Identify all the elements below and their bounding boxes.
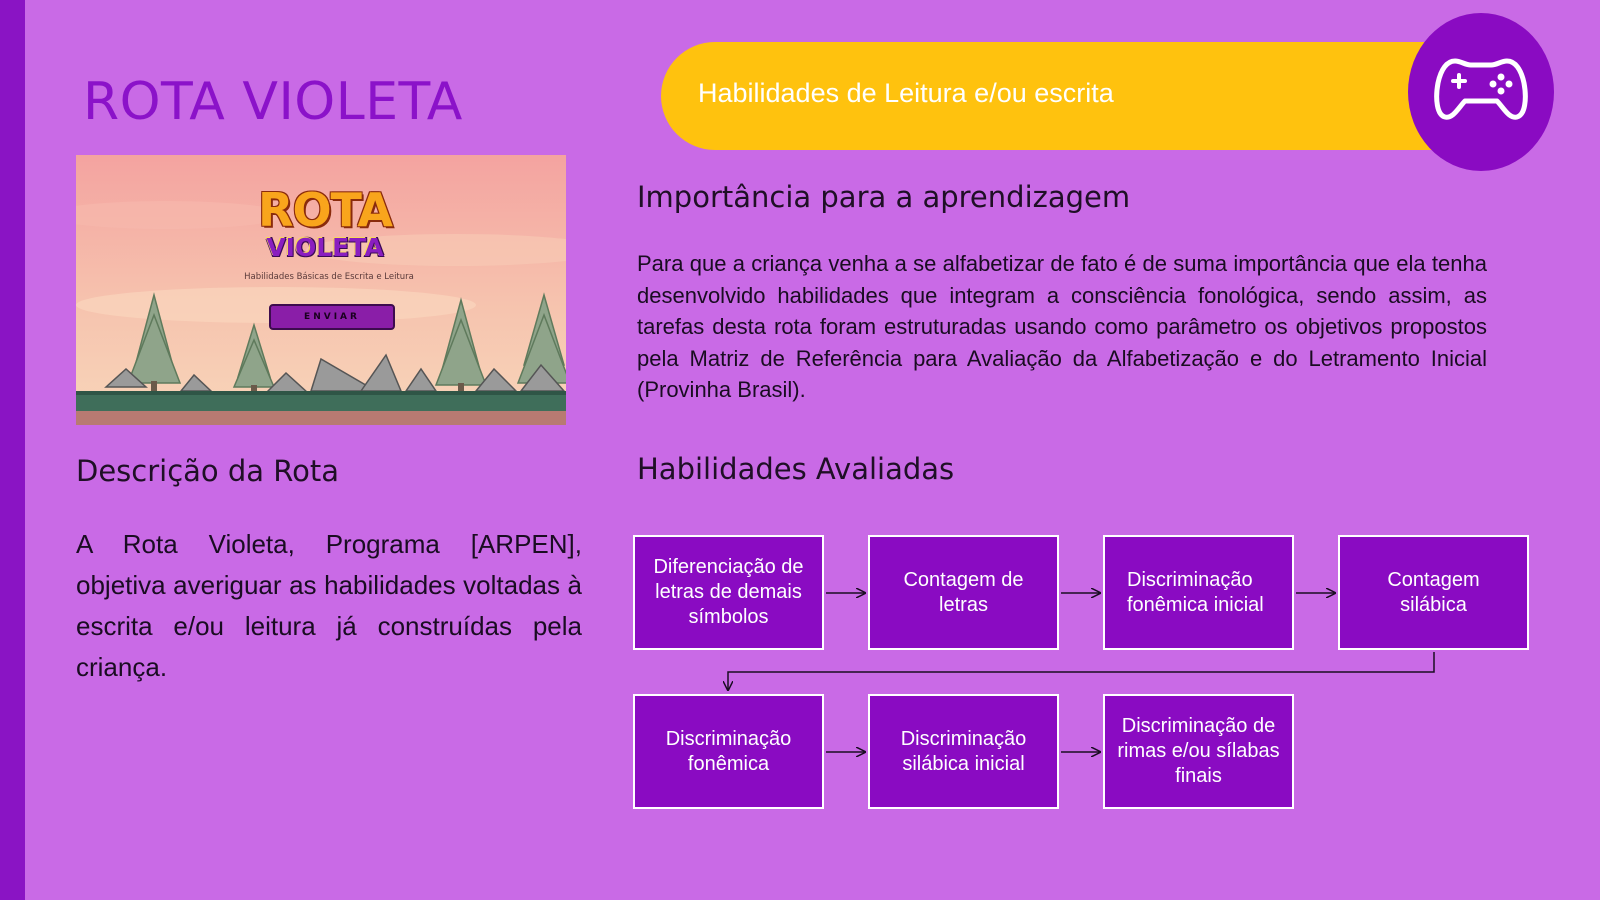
skill-box-6: Discriminação silábica inicial xyxy=(868,694,1059,809)
skill-box-3: Discriminação fonêmica inicial xyxy=(1103,535,1294,650)
game-send-button-label: ENVIAR xyxy=(304,312,360,322)
importance-text: Para que a criança venha a se alfabetizar de fato é de suma importância que ela tenha desenvolvido habilidades que integram a consciência fonológica, sendo assim, as tarefas desta rota foram estruturadas usando como parâmetro os objetivos propostos pela Matriz de Referência para Avaliação da Alfabetização e do Letramento Inicial (Provinha Brasil). xyxy=(637,251,1487,402)
arrow-4-5 xyxy=(728,652,1434,690)
description-text: A Rota Violeta, Programa [ARPEN], objetiva averiguar as habilidades voltadas à escrita e/ou leitura já construídas pela criança. xyxy=(76,529,582,682)
game-logo-rota: ROTA xyxy=(258,183,392,237)
skill-box-7: Discriminação de rimas e/ou sílabas finais xyxy=(1103,694,1294,809)
game-controller-icon xyxy=(1433,53,1529,125)
game-logo-violeta: VIOLETA xyxy=(266,233,384,262)
skills-heading: Habilidades Avaliadas xyxy=(637,452,955,486)
game-screenshot xyxy=(76,155,566,425)
skills-banner xyxy=(661,42,1451,150)
controller-badge xyxy=(1408,13,1554,171)
importance-heading: Importância para a aprendizagem xyxy=(637,180,1131,214)
banner-text: Habilidades de Leitura e/ou escrita xyxy=(698,78,1114,108)
skill-box-1: Diferenciação de letras de demais símbolos xyxy=(633,535,824,650)
skill-box-4: Contagem silábica xyxy=(1338,535,1529,650)
game-send-button xyxy=(269,304,395,330)
skill-box-2: Contagem de letras xyxy=(868,535,1059,650)
description-heading: Descrição da Rota xyxy=(76,454,340,488)
left-accent-bar xyxy=(0,0,25,900)
page-title: ROTA VIOLETA xyxy=(83,72,463,132)
skill-box-5: Discriminação fonêmica xyxy=(633,694,824,809)
game-subtitle: Habilidades Básicas de Escrita e Leitura xyxy=(244,272,414,282)
